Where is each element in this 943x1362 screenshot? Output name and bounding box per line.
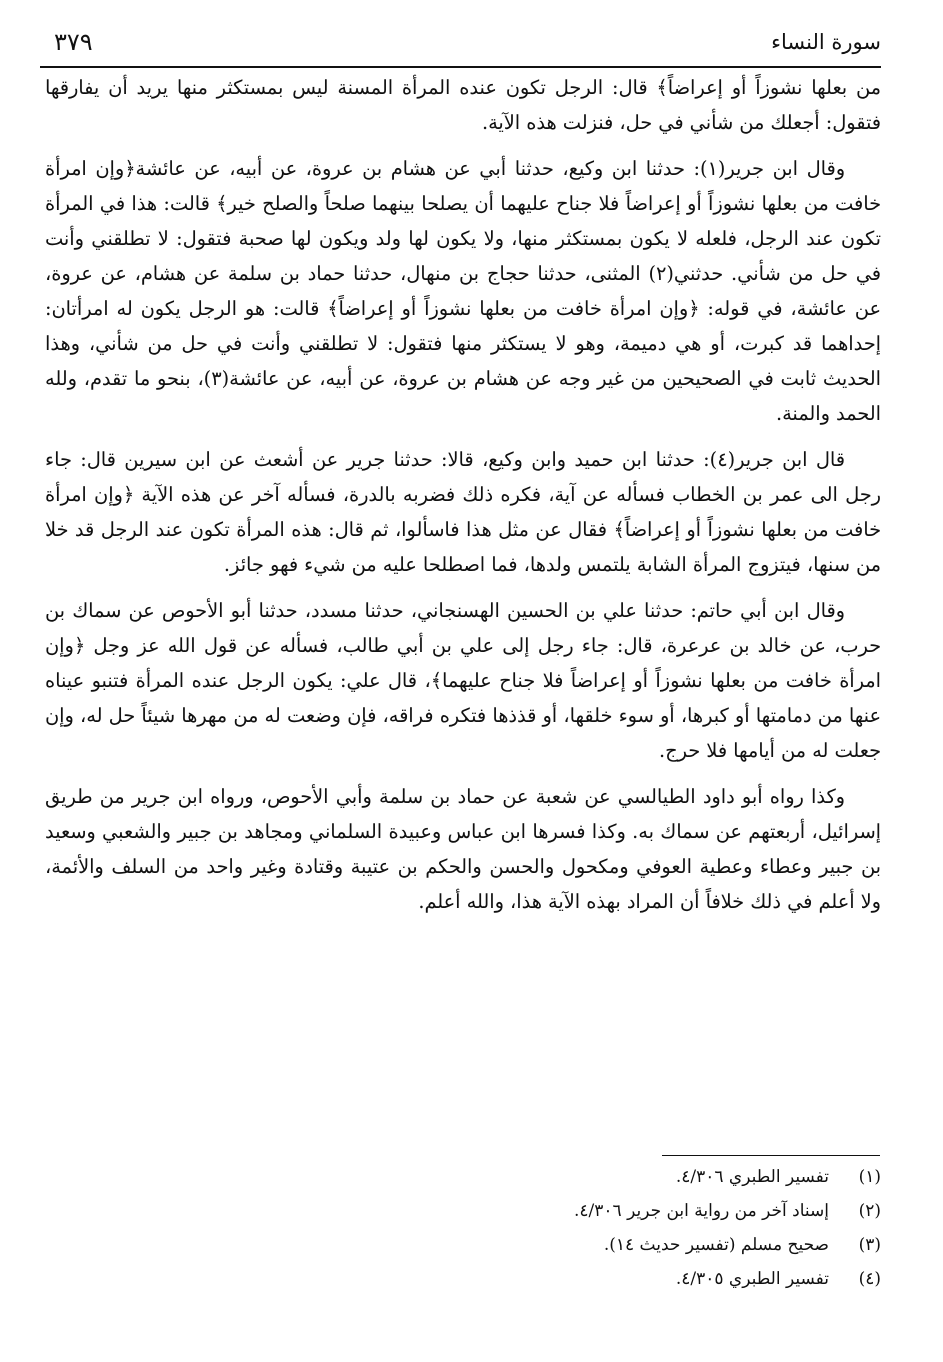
paragraph: وقال ابن أبي حاتم: حدثنا علي بن الحسين الهسنجاني، حدثنا مسدد، حدثنا أبو الأحوص عن سماك بن حرب، عن خالد بن عرعرة، قال: جاء رجل إلى علي بن أبي طالب، فسأله عن قول الله عز وجل ﴿وإن امرأة خافت من بعلها نشوزاً أو إعراضاً فلا جناح عليهما﴾، قال علي: يكون الرجل عنده المرأة فتنبو عيناه عنها من دمامتها أو كبرها، أو سوء خلقها، أو قذذها فتكره فراقه، فإن وضعت له من مهرها شيئاً حل له، وإن جعلت له من أيامها فلا حرج. — [45, 599, 881, 762]
paragraph: وكذا رواه أبو داود الطيالسي عن شعبة عن حماد بن سلمة وأبي الأحوص، ورواه ابن جرير من طريق إسرائيل، أربعتهم عن سماك به. وكذا فسرها ابن عباس وعبيدة السلماني ومجاهد بن جبير والشعبي وسعيد بن جبير وعطاء وعطية العوفي ومكحول والحسن والحكم بن عتيبة وقتادة وغير واحد من السلف والأئمة، ولا أعلم في ذلك خلافاً أن المراد بهذه الآية هذا، والله أعلم. — [45, 785, 881, 913]
footnote-number: (١) — [858, 1167, 881, 1187]
page-header — [40, 28, 881, 68]
page-number: ٣٧٩ — [54, 28, 93, 56]
sura-title: سورة النساء — [771, 30, 881, 54]
footnote — [45, 1262, 881, 1296]
main-text — [45, 70, 881, 930]
paragraph: من بعلها نشوزاً أو إعراضاً﴾ قال: الرجل تكون عنده المرأة المسنة ليس بمستكثر منها يريد أن يفارقها فتقول: أجعلك من شأني في حل، فنزلت هذه الآية. — [45, 76, 881, 134]
footnote-text: صحيح مسلم (تفسير حديث ١٤). — [603, 1235, 829, 1255]
footnote-text: تفسير الطبري ٤/٣٠٦. — [675, 1167, 829, 1187]
footnote-separator — [662, 1155, 880, 1156]
footnotes — [45, 1160, 881, 1296]
footnote-text: تفسير الطبري ٤/٣٠٥. — [675, 1269, 829, 1289]
footnote-text: إسناد آخر من رواية ابن جرير ٤/٣٠٦. — [574, 1201, 829, 1221]
paragraph: وقال ابن جرير(١): حدثنا ابن وكيع، حدثنا أبي عن هشام بن عروة، عن أبيه، عن عائشة﴿وإن امرأة خافت من بعلها نشوزاً أو إعراضاً فلا جناح عليهما أن يصلحا بينهما صلحاً والصلح خير﴾ قالت: هذا في المرأة تكون عند الرجل، فلعله لا يكون بمستكثر منها، ولا يكون لها ولد ويكون لها صحبة فتقول: لا تطلقني وأنت في حل من شأني. حدثني(٢) المثنى، حدثنا حجاج بن منهال، حدثنا حماد بن سلمة عن هشام، عن عروة، عن عائشة، في قوله: ﴿وإن امرأة خافت من بعلها نشوزاً أو إعراضاً﴾ قالت: هو الرجل يكون له امرأتان: إحداهما قد كبرت، أو هي دميمة، وهو لا يستكثر منها فتقول: لا تطلقني وأنت في حل من شأني، وهذا الحديث ثابت في الصحيحين من غير وجه عن هشام بن عروة، عن أبيه، عن عائشة(٣)، بنحو ما تقدم، ولله الحمد والمنة. — [45, 157, 881, 425]
footnote — [45, 1160, 881, 1194]
footnote — [45, 1228, 881, 1262]
footnote-number: (٣) — [858, 1235, 881, 1255]
footnote — [45, 1194, 881, 1228]
footnote-number: (٢) — [858, 1201, 881, 1221]
paragraph: قال ابن جرير(٤): حدثنا ابن حميد وابن وكيع، قالا: حدثنا جرير عن أشعث عن ابن سيرين قال: جاء رجل الى عمر بن الخطاب فسأله عن آية، فكره ذلك فضربه بالدرة، فسأله آخر عن هذه الآية ﴿وإن امرأة خافت من بعلها نشوزاً أو إعراضاً﴾ فقال عن مثل هذا فاسألوا، ثم قال: هذه المرأة تكون عند الرجل قد خلا من سنها، فيتزوج المرأة الشابة يلتمس ولدها، فما اصطلحا عليه من شيء فهو جائز. — [45, 448, 881, 576]
footnote-number: (٤) — [858, 1269, 881, 1289]
